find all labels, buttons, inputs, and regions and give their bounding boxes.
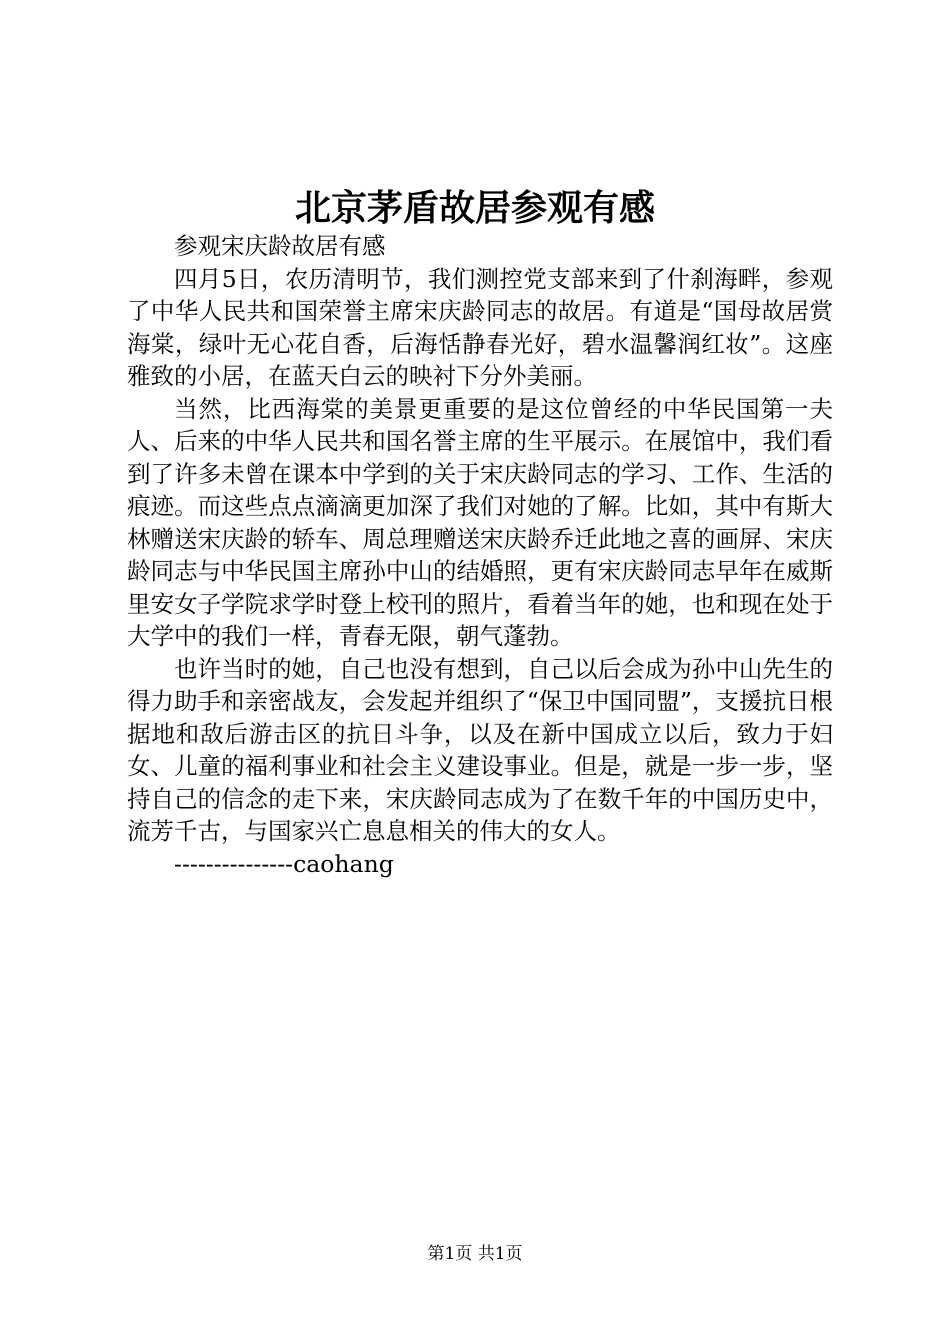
paragraph: 四月5日，农历清明节，我们测控党支部来到了什刹海畔，参观了中华人民共和国荣誉主席宋庆龄同志的故居。有道是“国母故居赏海棠，绿叶无心花自香，后海恬静春光好，碧水温馨润红妆”。这座雅致的小居，在蓝天白云的映衬下分外美丽。 [127,264,833,390]
paragraph: 当然，比西海棠的美景更重要的是这位曾经的中华民国第一夫人、后来的中华人民共和国名誉主席的生平展示。在展馆中，我们看到了许多未曾在课本中学到的关于宋庆龄同志的学习、工作、生活的痕迹。而这些点点滴滴更加深了我们对她的了解。比如，其中有斯大林赠送宋庆龄的轿车、周总理赠送宋庆龄乔迁此地之喜的画屏、宋庆龄同志与中华民国主席孙中山的结婚照，更有宋庆龄同志早年在威斯里安女子学院求学时登上校刊的照片，看着当年的她，也和现在处于大学中的我们一样，青春无限，朝气蓬勃。 [127,394,833,650]
author-signature: ---------------caohang [174,849,394,878]
document-title: 北京茅盾故居参观有感 [294,188,655,229]
document-subtitle: 参观宋庆龄故居有感 [174,232,386,260]
paragraph: 也许当时的她，自己也没有想到，自己以后会成为孙中山先生的得力助手和亲密战友，会发起并组织了“保卫中国同盟”，支援抗日根据地和敌后游击区的抗日斗争，以及在新中国成立以后，致力于妇女、儿童的福利事业和社会主义建设事业。但是，就是一步一步，坚持自己的信念的走下来，宋庆龄同志成为了在数千年的中国历史中，流芳千古，与国家兴亡息息相关的伟大的女人。 [127,654,833,845]
page-footer: 第1页 共1页 [427,1244,523,1264]
document-body [127,230,833,880]
